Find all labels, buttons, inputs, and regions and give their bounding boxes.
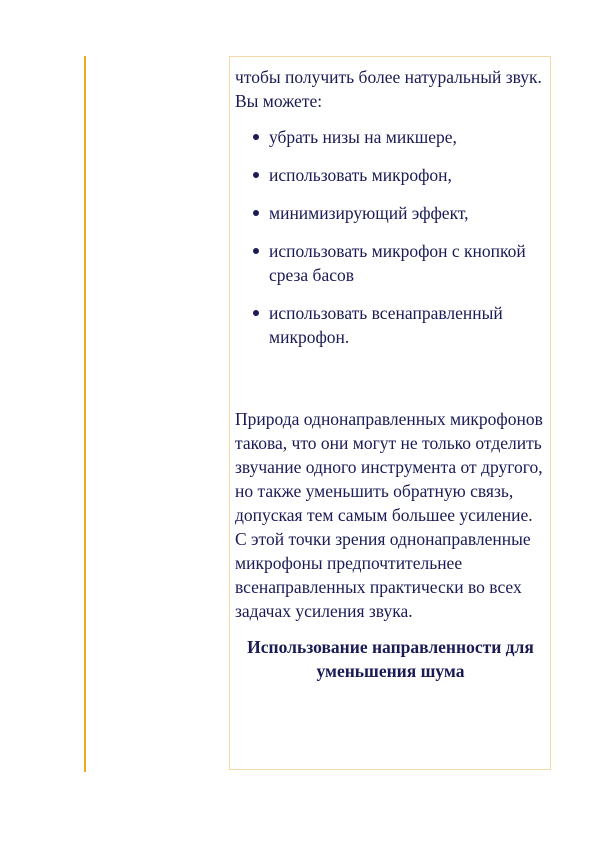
- section-heading: Использование направленности для уменьшения шума: [247, 637, 534, 681]
- bullet-icon: [253, 310, 259, 316]
- text-column: [229, 56, 551, 770]
- list-item-text: использовать всенаправленный микрофон.: [269, 303, 503, 347]
- list-item: [235, 201, 546, 225]
- list-item: [235, 239, 546, 287]
- list-item-text: использовать микрофон,: [269, 165, 452, 185]
- bullet-icon: [253, 210, 259, 216]
- bullet-list: [235, 125, 546, 349]
- body-paragraph: Природа однонаправленных микрофонов такова, что они могут не только отделить звучание одного инструмента от другого, но также уменьшить обратную связь, допуская тем самым большее усиление. С этой точки зрения однонаправленные микрофоны предпочтительнее всенаправленных практически во всех задачах усиления звука.: [235, 409, 543, 621]
- margin-rule: [84, 56, 86, 772]
- bullet-icon: [253, 248, 259, 254]
- bullet-icon: [253, 134, 259, 140]
- list-item: [235, 301, 546, 349]
- list-item-text: минимизирующий эффект,: [269, 203, 469, 223]
- list-item: [235, 125, 546, 149]
- bullet-icon: [253, 172, 259, 178]
- list-item-text: убрать низы на микшере,: [269, 127, 457, 147]
- list-item-text: использовать микрофон с кнопкой среза басов: [269, 241, 526, 285]
- intro-paragraph: чтобы получить более натуральный звук. Вы можете:: [235, 67, 542, 111]
- list-item: [235, 163, 546, 187]
